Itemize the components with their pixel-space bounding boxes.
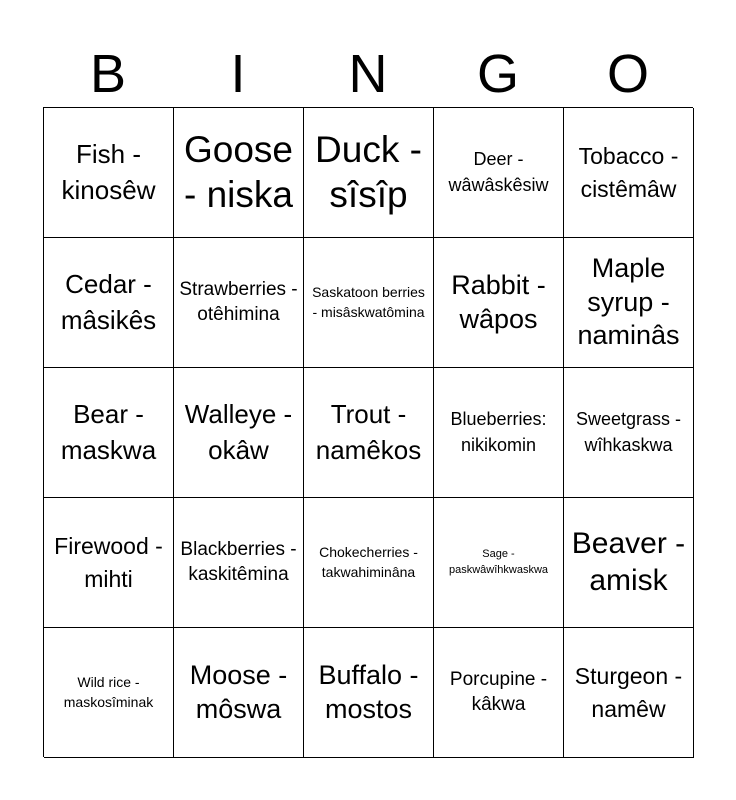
bingo-cell[interactable]: Deer - wâwâskêsiw [434,108,564,238]
bingo-cell[interactable]: Chokecherries - takwahiminâna [304,498,434,628]
header-letter-i: I [230,44,246,104]
bingo-cell[interactable]: Duck - sîsîp [304,108,434,238]
bingo-cell[interactable]: Sturgeon - namêw [564,628,694,758]
bingo-board [43,107,693,757]
bingo-cell[interactable]: Tobacco - cistêmâw [564,108,694,238]
bingo-cell[interactable]: Saskatoon berries - misâskwatômina [304,238,434,368]
bingo-cell[interactable]: Sweetgrass - wîhkaskwa [564,368,694,498]
bingo-cell[interactable]: Maple syrup - naminâs [564,238,694,368]
bingo-cell[interactable]: Blackberries - kaskitêmina [174,498,304,628]
bingo-cell[interactable]: Blueberries: nikikomin [434,368,564,498]
bingo-header [43,40,693,108]
bingo-cell[interactable]: Strawberries - otêhimina [174,238,304,368]
bingo-cell[interactable]: Goose - niska [174,108,304,238]
bingo-cell[interactable]: Wild rice - maskosîminak [44,628,174,758]
bingo-cell[interactable]: Firewood - mihti [44,498,174,628]
bingo-cell[interactable]: Rabbit - wâpos [434,238,564,368]
bingo-cell[interactable]: Trout - namêkos [304,368,434,498]
bingo-cell[interactable]: Bear - maskwa [44,368,174,498]
bingo-cell[interactable]: Walleye - okâw [174,368,304,498]
bingo-cell[interactable]: Sage - paskwâwîhkwaskwa [434,498,564,628]
header-letter-o: O [606,44,649,104]
bingo-cell[interactable]: Porcupine - kâkwa [434,628,564,758]
bingo-cell[interactable]: Buffalo - mostos [304,628,434,758]
bingo-cell[interactable]: Beaver - amisk [564,498,694,628]
header-letter-n: N [348,44,388,104]
bingo-cell[interactable]: Cedar - mâsikês [44,238,174,368]
bingo-cell[interactable]: Fish - kinosêw [44,108,174,238]
header-letter-g: G [476,44,519,104]
header-letter-b: B [89,44,127,104]
bingo-cell[interactable]: Moose - môswa [174,628,304,758]
